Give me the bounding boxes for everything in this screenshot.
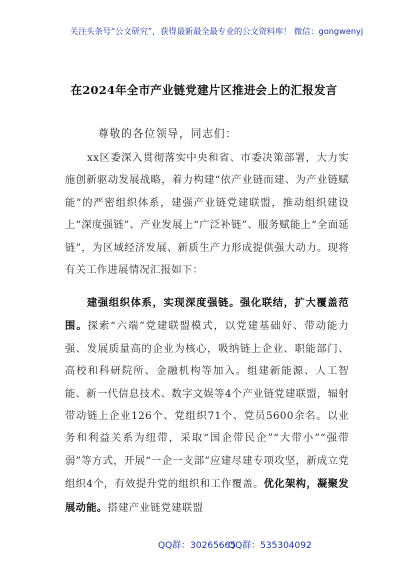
section-1-body: 探索“六端”党建联盟模式，以党建基础好、带动能力强、发展质量高的企业为核心，吸纳链上企业、职能部门、高校和科研院所、金融机构等加入。组建新能源、人工智能、新一代信息技术、数字文娱等4个产业链党建联盟，辐射带动链上企业126个、党组织71个、党员5600余名。以业务和利益关系为纽带，采取“国企带民企”“大带小”“强带弱”等方式，开展“一企一支部”应建尽建专项攻坚，新成立党组织4个，有效提升党的组织和工作覆盖。 — [65, 321, 349, 491]
paragraph-section-1 — [65, 292, 349, 520]
salutation: 尊敬的各位领导，同志们： — [98, 128, 238, 140]
footer — [0, 538, 408, 558]
document-title: 在2024年全市产业链党建片区推进会上的汇报发言 — [70, 83, 338, 97]
qq-group-left: QQ群：30265665 — [158, 541, 236, 551]
paragraph-intro: xx区委深入贯彻落实中央和省、市委决策部署，大力实施创新驱动发展战略，着力构建“依产业链而建、为产业链赋能”的严密组织体系，建强产业链党建联盟，推动组织建设上“深度强链”、产业发展上“广泛补链”、服务赋能上“全面延链”，为区域经济发展、新质生产力形成提供强大动力。现将有关工作进展情况汇报如下： — [65, 153, 349, 277]
promo-text: 关注头条号“公文研究”，获得最新最全最专业的公文资料库！ 微信：gongwenyj — [70, 26, 364, 36]
section-1-heading: 建强组织体系，实现深度强链。强化联结，扩大覆盖范围。 — [65, 297, 349, 333]
promo-header — [0, 0, 408, 60]
section-1-tail: 搭建产业链党建联盟 — [107, 502, 204, 514]
qq-group-right: QQ群：535304092 — [228, 541, 312, 551]
section-1-subheading: 优化架构，凝聚发展动能。 — [65, 478, 349, 514]
